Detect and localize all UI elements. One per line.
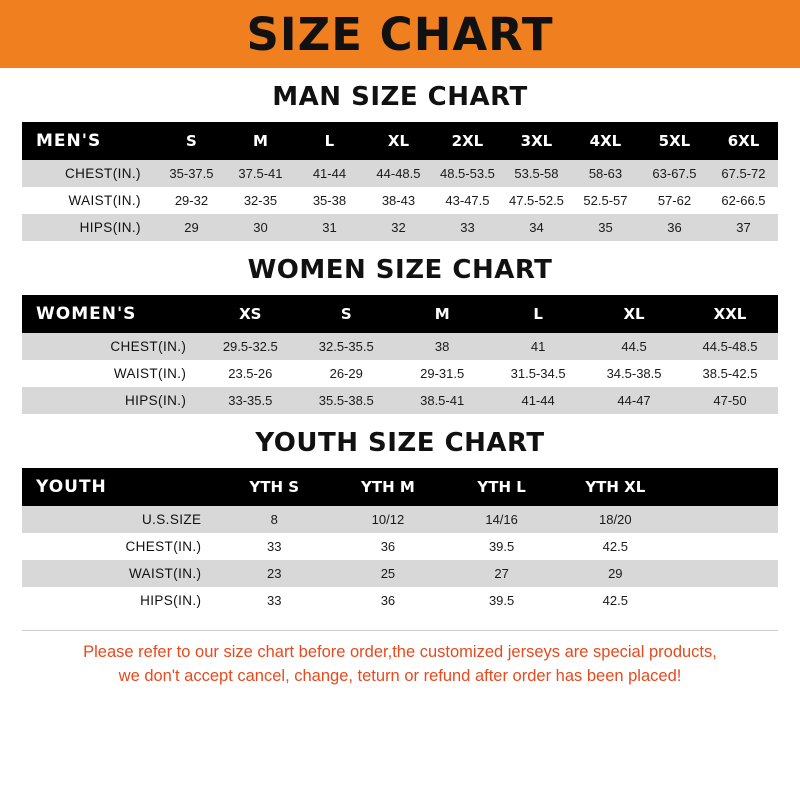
- youth-waist-2: 25: [331, 560, 445, 587]
- section-title-youth: YOUTH SIZE CHART: [255, 428, 545, 458]
- women-waist-5: 34.5-38.5: [586, 360, 682, 387]
- women-row-label-waist: WAIST(IN.): [22, 360, 202, 387]
- youth-waist-1: 23: [217, 560, 331, 587]
- youth-row-label-ussize: U.S.SIZE: [22, 506, 217, 533]
- men-col-8: 5XL: [640, 122, 709, 160]
- men-row-label-hips: HIPS(IN.): [22, 214, 157, 241]
- table-row: [22, 360, 778, 387]
- women-col-1: XS: [202, 295, 298, 333]
- men-waist-5: 43-47.5: [433, 187, 502, 214]
- youth-ussize-4: 18/20: [558, 506, 672, 533]
- table-row: [22, 214, 778, 241]
- youth-chest-2: 36: [331, 533, 445, 560]
- youth-waist-3: 27: [445, 560, 559, 587]
- table-header-row: [22, 468, 778, 506]
- women-chest-5: 44.5: [586, 333, 682, 360]
- women-chest-4: 41: [490, 333, 586, 360]
- footer-line-1: Please refer to our size chart before order,the customized jerseys are special products,: [83, 643, 717, 661]
- women-waist-2: 26-29: [298, 360, 394, 387]
- section-title-women: WOMEN SIZE CHART: [247, 255, 553, 285]
- women-waist-4: 31.5-34.5: [490, 360, 586, 387]
- table-row: [22, 587, 778, 614]
- men-chest-1: 35-37.5: [157, 160, 226, 187]
- women-col-4: L: [490, 295, 586, 333]
- women-col-3: M: [394, 295, 490, 333]
- youth-row-label-waist: WAIST(IN.): [22, 560, 217, 587]
- youth-chest-1: 33: [217, 533, 331, 560]
- youth-col-3: YTH L: [445, 468, 559, 506]
- men-waist-7: 52.5-57: [571, 187, 640, 214]
- youth-ussize-spacer: [672, 506, 778, 533]
- men-chest-4: 44-48.5: [364, 160, 433, 187]
- women-col-6: XXL: [682, 295, 778, 333]
- table-row: [22, 160, 778, 187]
- men-col-3: L: [295, 122, 364, 160]
- youth-ussize-2: 10/12: [331, 506, 445, 533]
- men-row-label-chest: CHEST(IN.): [22, 160, 157, 187]
- men-chest-3: 41-44: [295, 160, 364, 187]
- youth-col-1: YTH S: [217, 468, 331, 506]
- table-row: [22, 560, 778, 587]
- women-waist-1: 23.5-26: [202, 360, 298, 387]
- men-hips-3: 31: [295, 214, 364, 241]
- youth-table-head: [22, 468, 778, 506]
- women-hips-6: 47-50: [682, 387, 778, 414]
- chart-content: [0, 82, 800, 689]
- men-hips-8: 36: [640, 214, 709, 241]
- table-row: [22, 506, 778, 533]
- youth-waist-spacer: [672, 560, 778, 587]
- youth-header-label: YOUTH: [22, 468, 217, 506]
- page-banner: [0, 0, 800, 68]
- men-row-label-waist: WAIST(IN.): [22, 187, 157, 214]
- women-col-2: S: [298, 295, 394, 333]
- men-waist-3: 35-38: [295, 187, 364, 214]
- men-col-1: S: [157, 122, 226, 160]
- men-col-2: M: [226, 122, 295, 160]
- men-hips-7: 35: [571, 214, 640, 241]
- men-hips-9: 37: [709, 214, 778, 241]
- men-chest-6: 53.5-58: [502, 160, 571, 187]
- women-hips-2: 35.5-38.5: [298, 387, 394, 414]
- men-chest-9: 67.5-72: [709, 160, 778, 187]
- men-chest-2: 37.5-41: [226, 160, 295, 187]
- women-hips-4: 41-44: [490, 387, 586, 414]
- footer-note: [22, 630, 778, 689]
- men-hips-6: 34: [502, 214, 571, 241]
- youth-hips-3: 39.5: [445, 587, 559, 614]
- women-chest-3: 38: [394, 333, 490, 360]
- women-col-5: XL: [586, 295, 682, 333]
- women-chest-2: 32.5-35.5: [298, 333, 394, 360]
- men-waist-8: 57-62: [640, 187, 709, 214]
- table-row: [22, 187, 778, 214]
- women-table-head: [22, 295, 778, 333]
- women-waist-6: 38.5-42.5: [682, 360, 778, 387]
- men-waist-9: 62-66.5: [709, 187, 778, 214]
- women-row-label-chest: CHEST(IN.): [22, 333, 202, 360]
- youth-col-2: YTH M: [331, 468, 445, 506]
- youth-hips-spacer: [672, 587, 778, 614]
- men-table-body: [22, 160, 778, 241]
- men-col-4: XL: [364, 122, 433, 160]
- youth-row-label-hips: HIPS(IN.): [22, 587, 217, 614]
- men-header-label: MEN'S: [22, 122, 157, 160]
- men-chest-8: 63-67.5: [640, 160, 709, 187]
- men-waist-2: 32-35: [226, 187, 295, 214]
- footer-line-2: we don't accept cancel, change, teturn or refund after order has been placed!: [118, 666, 682, 685]
- youth-table-body: [22, 506, 778, 614]
- table-header-row: [22, 122, 778, 160]
- men-waist-4: 38-43: [364, 187, 433, 214]
- women-size-table: [22, 295, 778, 414]
- youth-waist-4: 29: [558, 560, 672, 587]
- women-chest-1: 29.5-32.5: [202, 333, 298, 360]
- men-col-7: 4XL: [571, 122, 640, 160]
- youth-size-table: [22, 468, 778, 614]
- men-col-5: 2XL: [433, 122, 502, 160]
- women-waist-3: 29-31.5: [394, 360, 490, 387]
- youth-hips-1: 33: [217, 587, 331, 614]
- women-header-label: WOMEN'S: [22, 295, 202, 333]
- women-table-body: [22, 333, 778, 414]
- men-waist-1: 29-32: [157, 187, 226, 214]
- men-chest-5: 48.5-53.5: [433, 160, 502, 187]
- men-hips-1: 29: [157, 214, 226, 241]
- men-hips-5: 33: [433, 214, 502, 241]
- men-chest-7: 58-63: [571, 160, 640, 187]
- youth-ussize-3: 14/16: [445, 506, 559, 533]
- table-header-row: [22, 295, 778, 333]
- men-table-head: [22, 122, 778, 160]
- women-row-label-hips: HIPS(IN.): [22, 387, 202, 414]
- youth-hips-4: 42.5: [558, 587, 672, 614]
- youth-chest-spacer: [672, 533, 778, 560]
- men-hips-2: 30: [226, 214, 295, 241]
- youth-col-spacer: [672, 468, 778, 506]
- youth-ussize-1: 8: [217, 506, 331, 533]
- youth-row-label-chest: CHEST(IN.): [22, 533, 217, 560]
- men-waist-6: 47.5-52.5: [502, 187, 571, 214]
- women-hips-3: 38.5-41: [394, 387, 490, 414]
- table-row: [22, 533, 778, 560]
- youth-chest-4: 42.5: [558, 533, 672, 560]
- men-size-table: [22, 122, 778, 241]
- section-title-men: MAN SIZE CHART: [272, 82, 528, 112]
- women-hips-1: 33-35.5: [202, 387, 298, 414]
- youth-chest-3: 39.5: [445, 533, 559, 560]
- women-hips-5: 44-47: [586, 387, 682, 414]
- table-row: [22, 387, 778, 414]
- men-col-9: 6XL: [709, 122, 778, 160]
- men-col-6: 3XL: [502, 122, 571, 160]
- youth-col-4: YTH XL: [558, 468, 672, 506]
- youth-hips-2: 36: [331, 587, 445, 614]
- women-chest-6: 44.5-48.5: [682, 333, 778, 360]
- table-row: [22, 333, 778, 360]
- page-title: SIZE CHART: [246, 7, 554, 61]
- men-hips-4: 32: [364, 214, 433, 241]
